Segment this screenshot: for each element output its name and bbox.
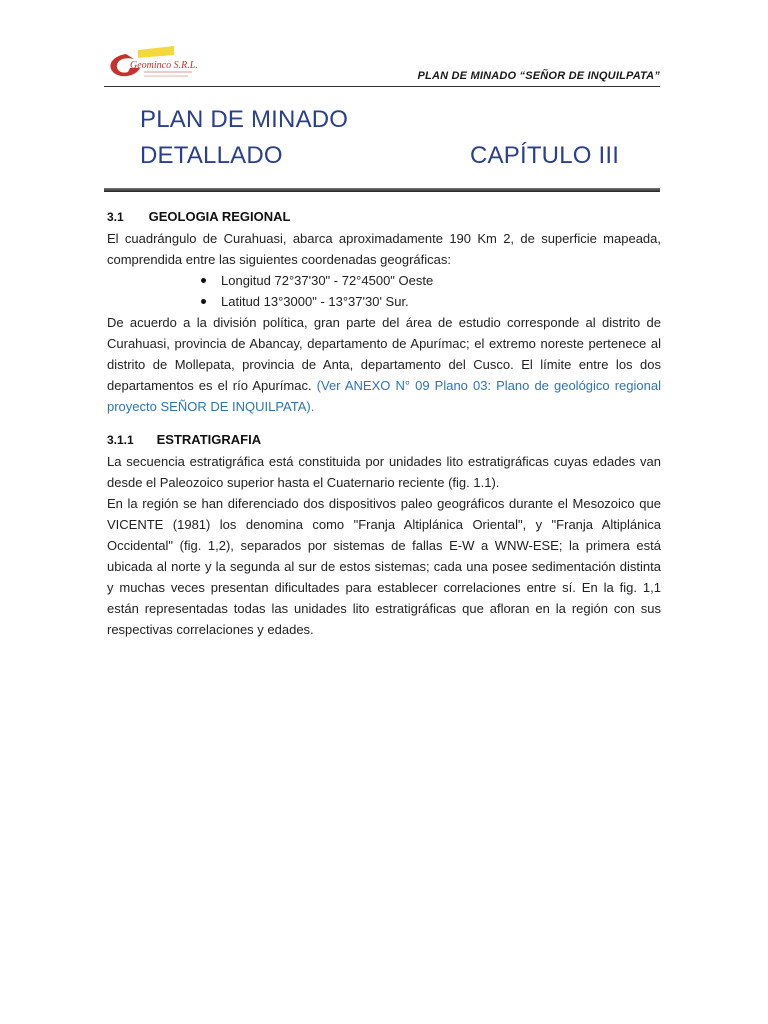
section-title: ESTRATIGRAFIA: [156, 432, 262, 447]
annex-reference: (Ver ANEXO N° 09 Plano 03: Plano de geológico regional proyecto SEÑOR DE INQUILPATA).: [107, 378, 661, 414]
section-heading-3-1: [107, 206, 661, 228]
running-header: PLAN DE MINADO “SEÑOR DE INQUILPATA”: [417, 70, 660, 82]
document-body: [107, 206, 661, 640]
paragraph-text: De acuerdo a la división política, gran parte del área de estudio corresponde al distrito de Curahuasi, provincia de Abancay, departamento de Apurímac; el extremo noreste pertenece al distrito de Mollepata, provincia de Anta, departamento del Cusco. El límite entre los dos departamentos es el río Apurímac.: [107, 315, 661, 393]
section-number: 3.1: [107, 210, 124, 224]
coordinates-list: [107, 270, 661, 312]
title-divider: [104, 188, 660, 192]
stratigraphy-paragraph-1: La secuencia estratigráfica está constituida por unidades lito estratigráficas cuyas edades van desde el Paleozoico superior hasta el Cuaternario reciente (fig. 1.1).: [107, 454, 661, 490]
document-title: [140, 102, 348, 174]
list-item: Latitud 13°3000" - 13°37'30' Sur.: [197, 291, 661, 312]
list-item: Longitud 72°37'30" - 72°4500" Oeste: [197, 270, 661, 291]
section-title: GEOLOGIA REGIONAL: [148, 209, 291, 224]
chapter-title: CAPÍTULO III: [470, 142, 620, 169]
section-number: 3.1.1: [107, 433, 134, 447]
section-heading-3-1-1: [107, 429, 661, 451]
political-division-paragraph: [107, 312, 661, 417]
company-logo: [104, 46, 200, 82]
stratigraphy-paragraph-2: En la región se han diferenciado dos dispositivos paleo geográficos durante el Mesozoico que VICENTE (1981) los denomina como "Franja Altiplánica Oriental", y "Franja Altiplánica Occidental" (fig. 1,2), separados por sistemas de fallas E-W a WNW-ESE; la primera está ubicada al norte y la segunda al sur de estos sistemas; cada una posee sedimentación distinta y muchas veces presentan dificultades para establecer correlaciones entre sí. En la fig. 1,1 están representadas todas las unidades lito estratigráficas que afloran en la región con sus respectivas correlaciones y edades.: [107, 496, 661, 637]
title-line-2: DETALLADO: [140, 142, 283, 169]
logo-wordmark: Geominco S.R.L.: [130, 60, 198, 71]
header-divider: [104, 86, 660, 87]
title-line-1: PLAN DE MINADO: [140, 106, 349, 133]
intro-paragraph: El cuadrángulo de Curahuasi, abarca aproximadamente 190 Km 2, de superficie mapeada, comprendida entre las siguientes coordenadas geográficas:: [107, 231, 661, 267]
